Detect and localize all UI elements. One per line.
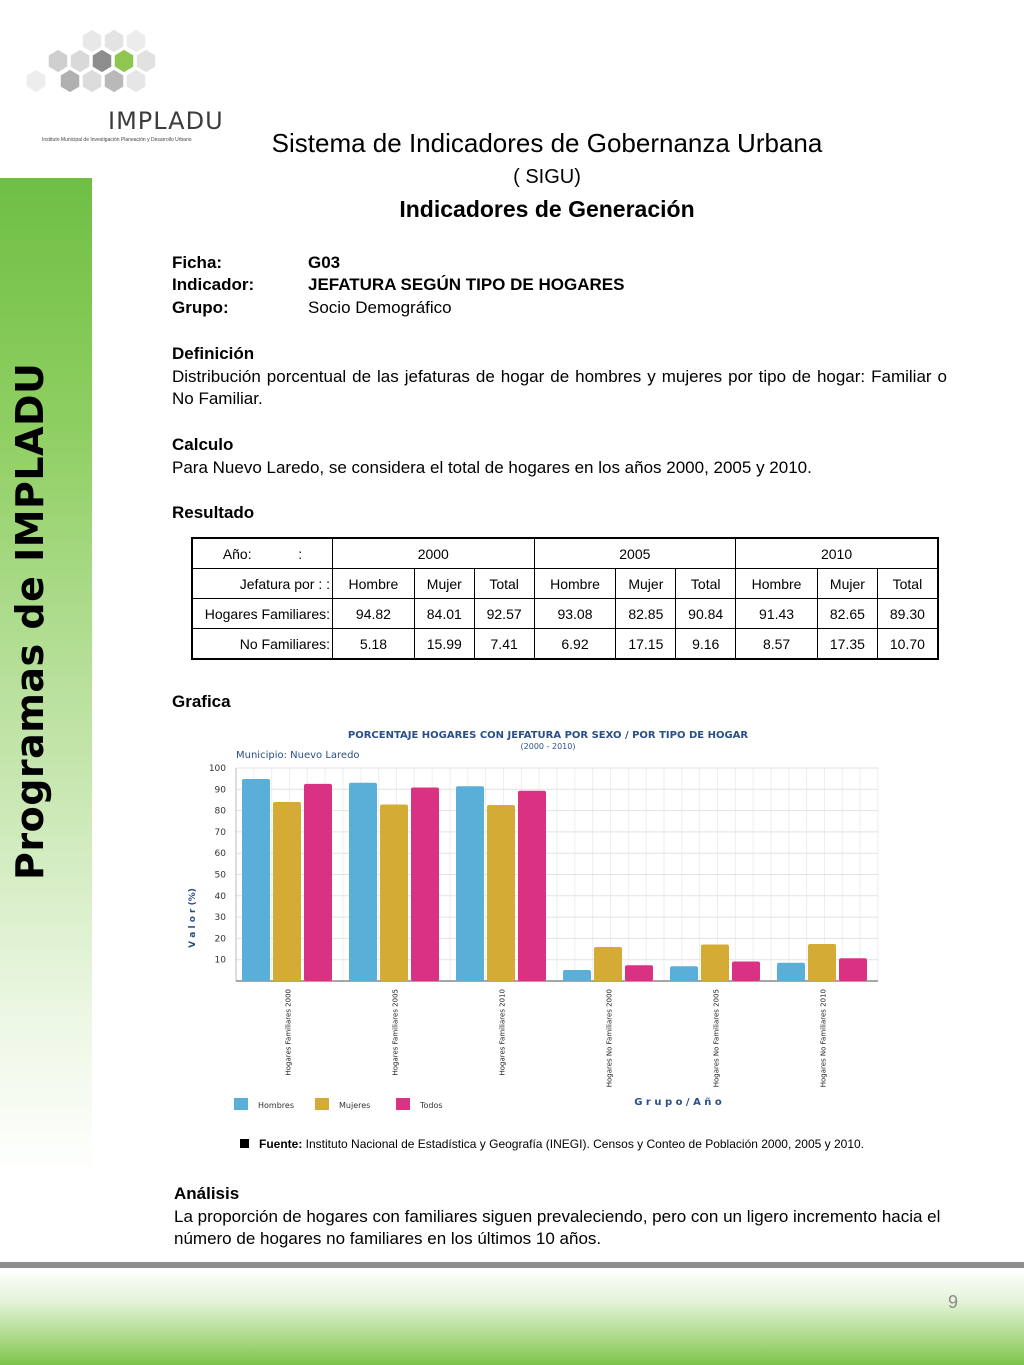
bar-mujeres	[701, 944, 729, 981]
y-tick-label: 70	[214, 827, 226, 838]
grafica-heading: Grafica	[172, 692, 231, 711]
y-tick-label: 40	[214, 891, 226, 902]
table-cell: 90.84	[676, 599, 736, 629]
table-cell: 7.41	[474, 629, 534, 660]
table-row	[192, 629, 938, 660]
table-cell: 82.65	[818, 599, 878, 629]
bar-hombres	[777, 963, 805, 981]
bar-mujeres	[487, 805, 515, 981]
indicador-label: Indicador:	[172, 275, 255, 294]
table-cell: 10.70	[877, 629, 938, 660]
footer-band	[0, 1268, 1024, 1365]
table-header-cell: Total	[676, 569, 736, 599]
hexagon-logo-icon	[20, 15, 210, 95]
table-header-cell: Total	[474, 569, 534, 599]
table-header-cell: Hombre	[736, 569, 818, 599]
impladu-logo	[20, 15, 224, 143]
table-cell: 6.92	[534, 629, 616, 660]
x-tick-label: Hogares No Familiares 2000	[605, 989, 614, 1088]
y-tick-label: 60	[214, 849, 226, 860]
bar-todos	[625, 965, 653, 981]
bar-mujeres	[273, 802, 301, 981]
table-cell: 17.35	[818, 629, 878, 660]
fuente-label: Fuente:	[259, 1137, 303, 1151]
analisis-heading: Análisis	[174, 1184, 240, 1203]
y-tick-label: 100	[208, 764, 226, 774]
definicion-heading: Definición	[172, 344, 255, 363]
bar-hombres	[563, 970, 591, 981]
year-label: Año: :	[192, 538, 333, 569]
grupo-value: Socio Demográfico	[308, 298, 452, 317]
table-row	[192, 599, 938, 629]
resultado-heading: Resultado	[172, 503, 255, 522]
page-subtitle: ( SIGU)	[513, 166, 581, 188]
table-cell: 8.57	[736, 629, 818, 660]
fuente-note	[240, 1137, 864, 1151]
x-axis-label: G r u p o / A ñ o	[634, 1097, 722, 1108]
table-header-cell: Hombre	[534, 569, 616, 599]
table-row-subheaders	[192, 569, 938, 599]
calculo-text: Para Nuevo Laredo, se considera el total de hogares en los años 2000, 2005 y 2010.	[172, 458, 812, 477]
analisis-text: La proporción de hogares con familiares siguen prevaleciendo, pero con un ligero incremento hacia el número de hogares no familiares en los últimos 10 años.	[174, 1207, 941, 1248]
legend-label: Todos	[420, 1101, 443, 1110]
x-tick-label: Hogares No Familiares 2010	[819, 989, 828, 1088]
table-cell: 91.43	[736, 599, 818, 629]
x-tick-label: Hogares Familiares 2000	[284, 989, 293, 1076]
table-row-years	[192, 538, 938, 569]
y-tick-label: 90	[214, 785, 226, 796]
table-cell: 92.57	[474, 599, 534, 629]
table-cell: 82.85	[616, 599, 676, 629]
x-tick-label: Hogares No Familiares 2005	[712, 989, 721, 1088]
grupo-label: Grupo:	[172, 298, 229, 317]
table-cell: 89.30	[877, 599, 938, 629]
table-header-cell: Mujer	[818, 569, 878, 599]
bar-mujeres	[594, 947, 622, 981]
indicador-value: JEFATURA SEGÚN TIPO DE HOGARES	[308, 275, 625, 294]
table-cell: 17.15	[616, 629, 676, 660]
chart-title: PORCENTAJE HOGARES CON JEFATURA POR SEXO / POR TIPO DE HOGAR	[347, 730, 749, 741]
jefatura-label: Jefatura por : :	[192, 569, 333, 599]
table-cell: 84.01	[414, 599, 474, 629]
ficha-value: G03	[308, 253, 341, 272]
table-header-cell: Mujer	[616, 569, 676, 599]
year-header: 2000	[333, 538, 535, 569]
logo-name: IMPLADU	[108, 107, 224, 135]
page-title: Sistema de Indicadores de Gobernanza Urbana	[271, 128, 823, 158]
bar-todos	[839, 958, 867, 981]
table-cell: 15.99	[414, 629, 474, 660]
table-header-cell: Hombre	[333, 569, 415, 599]
legend-label: Hombres	[258, 1101, 294, 1110]
bar-todos	[518, 791, 546, 981]
fuente-text: Instituto Nacional de Estadística y Geografía (INEGI). Censos y Conteo de Población 2000, 2005 y 2010.	[302, 1137, 864, 1151]
table-cell: 9.16	[676, 629, 736, 660]
bar-todos	[304, 784, 332, 981]
table-cell: 93.08	[534, 599, 616, 629]
section-title: Indicadores de Generación	[399, 196, 695, 222]
legend-swatch	[396, 1098, 410, 1110]
x-tick-label: Hogares Familiares 2010	[498, 989, 507, 1076]
x-tick-label: Hogares Familiares 2005	[391, 989, 400, 1076]
bar-chart	[180, 718, 900, 1120]
y-tick-label: 20	[214, 934, 226, 945]
bar-hombres	[670, 966, 698, 981]
bar-mujeres	[808, 944, 836, 981]
calculo-heading: Calculo	[172, 435, 234, 454]
page-number: 9	[947, 1292, 958, 1312]
bullet-square-icon	[240, 1139, 249, 1148]
legend-swatch	[315, 1098, 329, 1110]
result-table	[191, 537, 939, 660]
bar-hombres	[456, 786, 484, 981]
table-cell: 94.82	[333, 599, 415, 629]
definicion-text: Distribución porcentual de las jefaturas de hogar de hombres y mujeres por tipo de hogar: Familiar o No Familiar.	[172, 367, 947, 408]
legend-label: Mujeres	[339, 1101, 371, 1110]
table-header-cell: Total	[877, 569, 938, 599]
year-header: 2005	[534, 538, 736, 569]
y-axis-label: V a l o r (%)	[188, 888, 198, 948]
y-tick-label: 80	[214, 806, 226, 817]
legend-swatch	[234, 1098, 248, 1110]
y-tick-label: 10	[214, 955, 226, 966]
bar-hombres	[242, 779, 270, 981]
bar-todos	[411, 788, 439, 981]
bar-mujeres	[380, 805, 408, 981]
row-label: No Familiares:	[192, 629, 333, 660]
sidebar-title: Programas de IMPLADU	[8, 362, 52, 880]
table-cell: 5.18	[333, 629, 415, 660]
bar-hombres	[349, 783, 377, 981]
chart-svg	[180, 718, 900, 1120]
chart-annotation: Municipio: Nuevo Laredo	[236, 750, 360, 761]
chart-subtitle: (2000 - 2010)	[520, 742, 576, 751]
row-label: Hogares Familiares:	[192, 599, 333, 629]
bar-todos	[732, 961, 760, 981]
y-tick-label: 30	[214, 913, 226, 924]
table-header-cell: Mujer	[414, 569, 474, 599]
ficha-label: Ficha:	[172, 253, 223, 272]
y-tick-label: 50	[214, 870, 226, 881]
logo-subtitle: Instituto Municipal de Investigación Planeación y Desarrollo Urbano	[42, 137, 192, 143]
year-header: 2010	[736, 538, 938, 569]
